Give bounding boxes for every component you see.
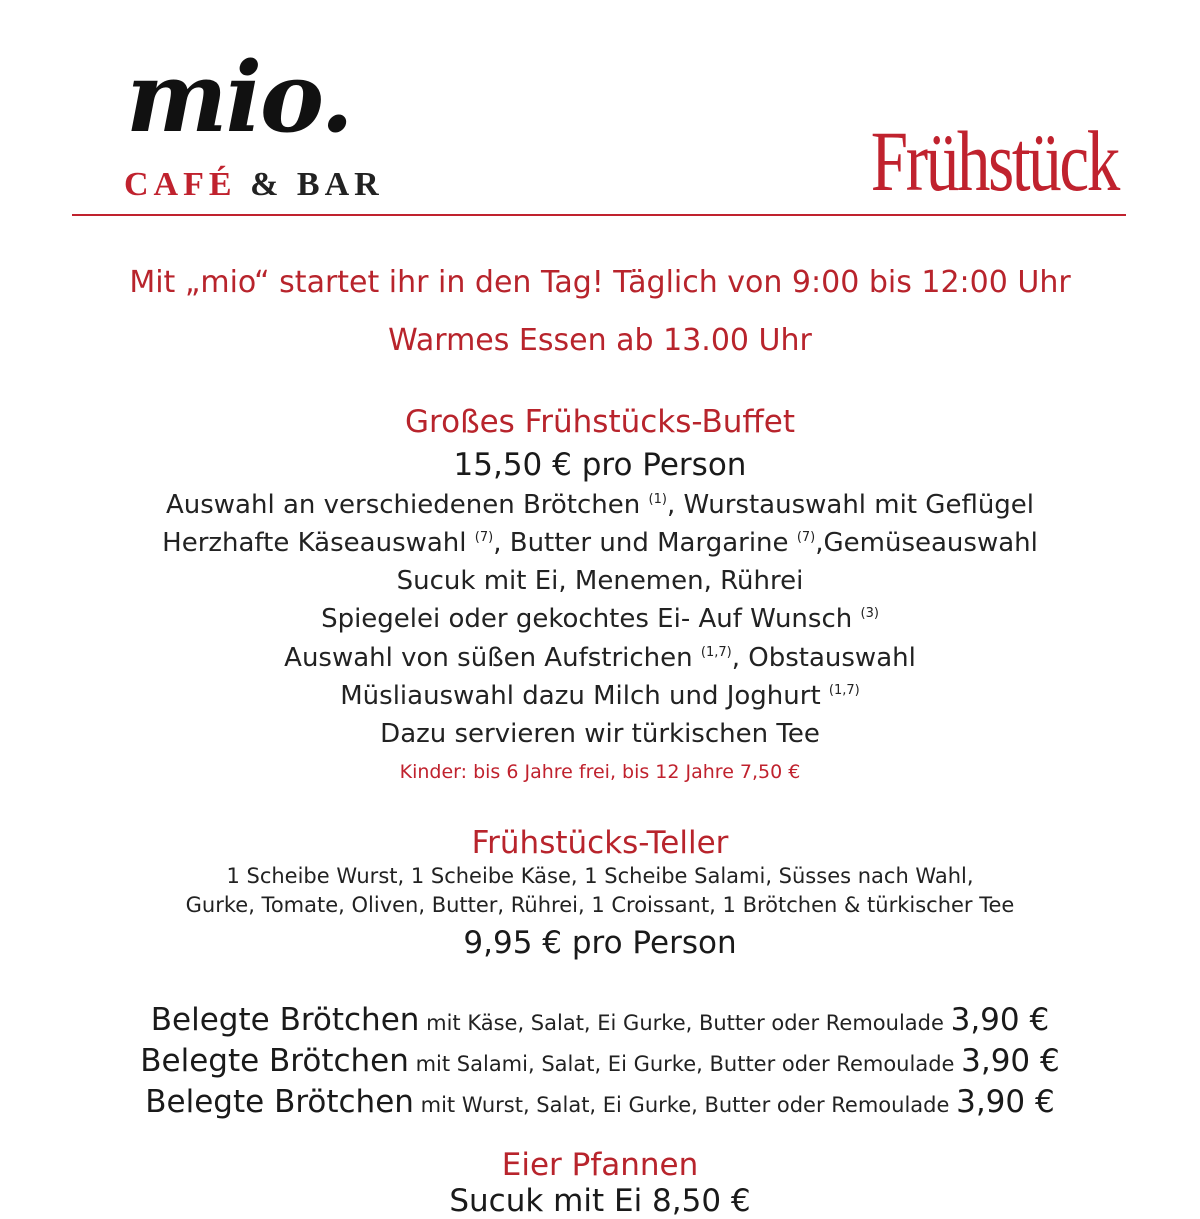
buffet-line-6-a: Müsliauswahl dazu Milch und Joghurt <box>340 681 829 711</box>
buffet-line-1-a: Auswahl an verschiedenen Brötchen <box>165 490 649 520</box>
buffet-line-7: Dazu servieren wir türkischen Tee <box>380 719 820 749</box>
teller-desc-1: 1 Scheibe Wurst, 1 Scheibe Käse, 1 Scheibe Salami, Süsses nach Wahl, <box>226 864 974 888</box>
buffet-line-1-b: , Wurstauswahl mit Geflügel <box>666 490 1035 520</box>
buffet-line-6 <box>0 683 1200 709</box>
broetchen-price: 3,90 € <box>950 1002 1050 1038</box>
buffet-line-2-a: Herzhafte Käseauswahl <box>162 528 475 558</box>
teller-desc-2: Gurke, Tomate, Oliven, Butter, Rührei, 1 Croissant, 1 Brötchen & türkischer Tee <box>185 893 1015 917</box>
buffet-line-2-c: ,Gemüseauswahl <box>815 528 1038 558</box>
page-title: Frühstück <box>870 113 1118 209</box>
broetchen-item <box>0 1043 1200 1079</box>
logo-ampersand: & <box>250 166 284 203</box>
buffet-line-4 <box>0 606 1200 632</box>
teller-title: Frühstücks-Teller <box>471 825 729 861</box>
buffet-line-2-b: , Butter und Margarine <box>493 528 797 558</box>
intro-hours: Mit „mio“ startet ihr in den Tag! Täglich von 9:00 bis 12:00 Uhr <box>129 265 1071 300</box>
intro-warm-food: Warmes Essen ab 13.00 Uhr <box>388 323 812 358</box>
broetchen-name: Belegte Brötchen <box>150 1002 420 1038</box>
broetchen-name: Belegte Brötchen <box>145 1084 414 1120</box>
allergen-note: (1) <box>648 492 667 507</box>
allergen-note: (1,7) <box>828 683 860 698</box>
broetchen-price: 3,90 € <box>956 1084 1055 1120</box>
buffet-line-2 <box>0 530 1200 556</box>
buffet-price: 15,50 € pro Person <box>453 447 747 483</box>
buffet-line-5-a: Auswahl von süßen Aufstrichen <box>284 643 701 673</box>
broetchen-desc: mit Wurst, Salat, Ei Gurke, Butter oder Remoulade <box>413 1093 957 1117</box>
logo-dot: . <box>320 41 352 154</box>
allergen-note: (7) <box>474 530 494 545</box>
broetchen-desc: mit Käse, Salat, Ei Gurke, Butter oder Remoulade <box>419 1011 951 1035</box>
broetchen-item <box>0 1084 1200 1120</box>
broetchen-price: 3,90 € <box>961 1043 1060 1079</box>
logo-subtitle <box>124 168 384 202</box>
buffet-line-5 <box>0 645 1200 671</box>
buffet-title: Großes Frühstücks-Buffet <box>405 404 795 440</box>
broetchen-item <box>0 1002 1200 1038</box>
logo-wordmark <box>126 41 352 154</box>
allergen-note: (3) <box>860 606 879 621</box>
broetchen-desc: mit Salami, Salat, Ei Gurke, Butter oder Remoulade <box>408 1052 962 1076</box>
logo-cafe: CAFÉ <box>124 166 237 203</box>
allergen-note: (7) <box>796 530 816 545</box>
buffet-line-1 <box>0 492 1200 518</box>
buffet-line-4-a: Spiegelei oder gekochtes Ei- Auf Wunsch <box>321 604 861 634</box>
eier-title: Eier Pfannen <box>501 1147 699 1183</box>
buffet-kids-price: Kinder: bis 6 Jahre frei, bis 12 Jahre 7,50 € <box>399 761 801 783</box>
broetchen-name: Belegte Brötchen <box>140 1043 409 1079</box>
buffet-line-5-b: , Obstauswahl <box>731 643 916 673</box>
buffet-line-3: Sucuk mit Ei, Menemen, Rührei <box>396 566 804 596</box>
allergen-note: (1,7) <box>700 645 732 660</box>
logo-word: mio <box>126 41 321 154</box>
logo-bar: BAR <box>296 166 384 203</box>
header-divider <box>72 214 1126 216</box>
teller-price: 9,95 € pro Person <box>463 925 737 961</box>
eier-first-item: Sucuk mit Ei 8,50 € <box>449 1183 751 1219</box>
